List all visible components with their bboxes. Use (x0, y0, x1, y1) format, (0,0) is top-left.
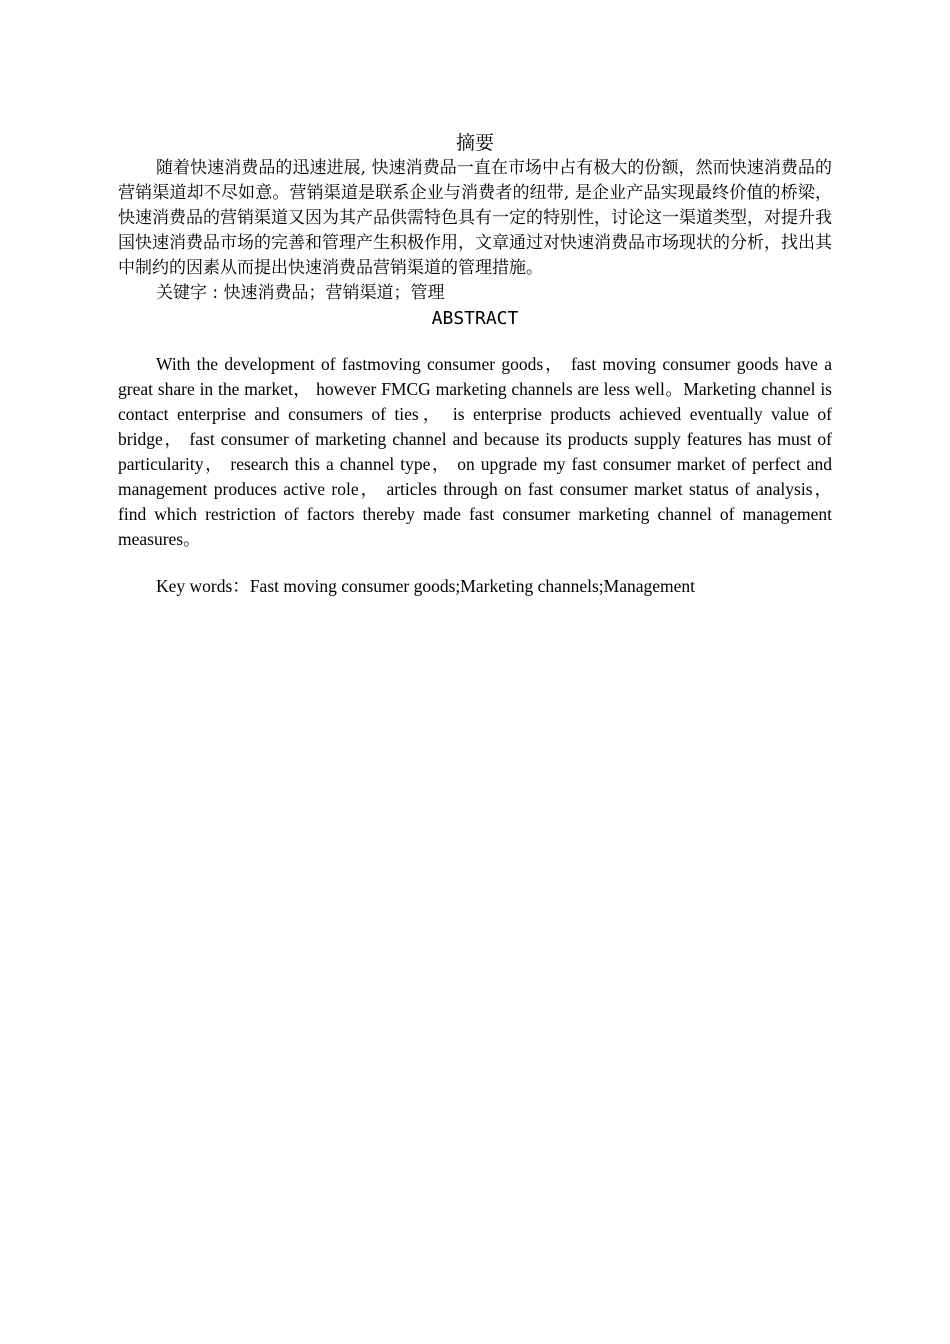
abstract-en-heading: ABSTRACT (431, 308, 519, 329)
keywords-en-value: Fast moving consumer goods;Marketing channels;Management (249, 576, 696, 596)
keywords-cn (118, 281, 832, 306)
keywords-en (118, 574, 832, 599)
abstract-cn-heading: 摘要 (455, 132, 494, 154)
keywords-cn-label: 关键字 : (156, 283, 224, 303)
keywords-en-label: Key words： (156, 576, 250, 596)
document-page (118, 130, 832, 599)
abstract-en-body: With the development of fastmoving consumer goods， fast moving consumer goods have a great share in the market， however FMCG marketing channels are less well。Marketing channel is contact enterprise and consumers of ties， is enterprise products achieved eventually value of bridge， fast consumer of marketing channel and because its products supply features has must of particularity， research this a channel type， on upgrade my fast consumer market of perfect and management produces active role， articles through on fast consumer market status of analysis， find which restriction of factors thereby made fast consumer marketing channel of management measures。 (118, 354, 832, 549)
abstract-cn-body: 随着快速消费品的迅速进展, 快速消费品一直在市场中占有极大的份额，然而快速消费品的营销渠道却不尽如意。营销渠道是联系企业与消费者的纽带, 是企业产品实现最终价值的桥梁，快速消费品的营销渠道又因为其产品供需特色具有一定的特别性，讨论这一渠道类型，对提升我国快速消费品市场的完善和管理产生积极作用，文章通过对快速消费品市场现状的分析，找出其中制约的因素从而提出快速消费品营销渠道的管理措施。 (118, 158, 832, 278)
keywords-cn-value: 快速消费品；营销渠道；管理 (223, 283, 445, 303)
